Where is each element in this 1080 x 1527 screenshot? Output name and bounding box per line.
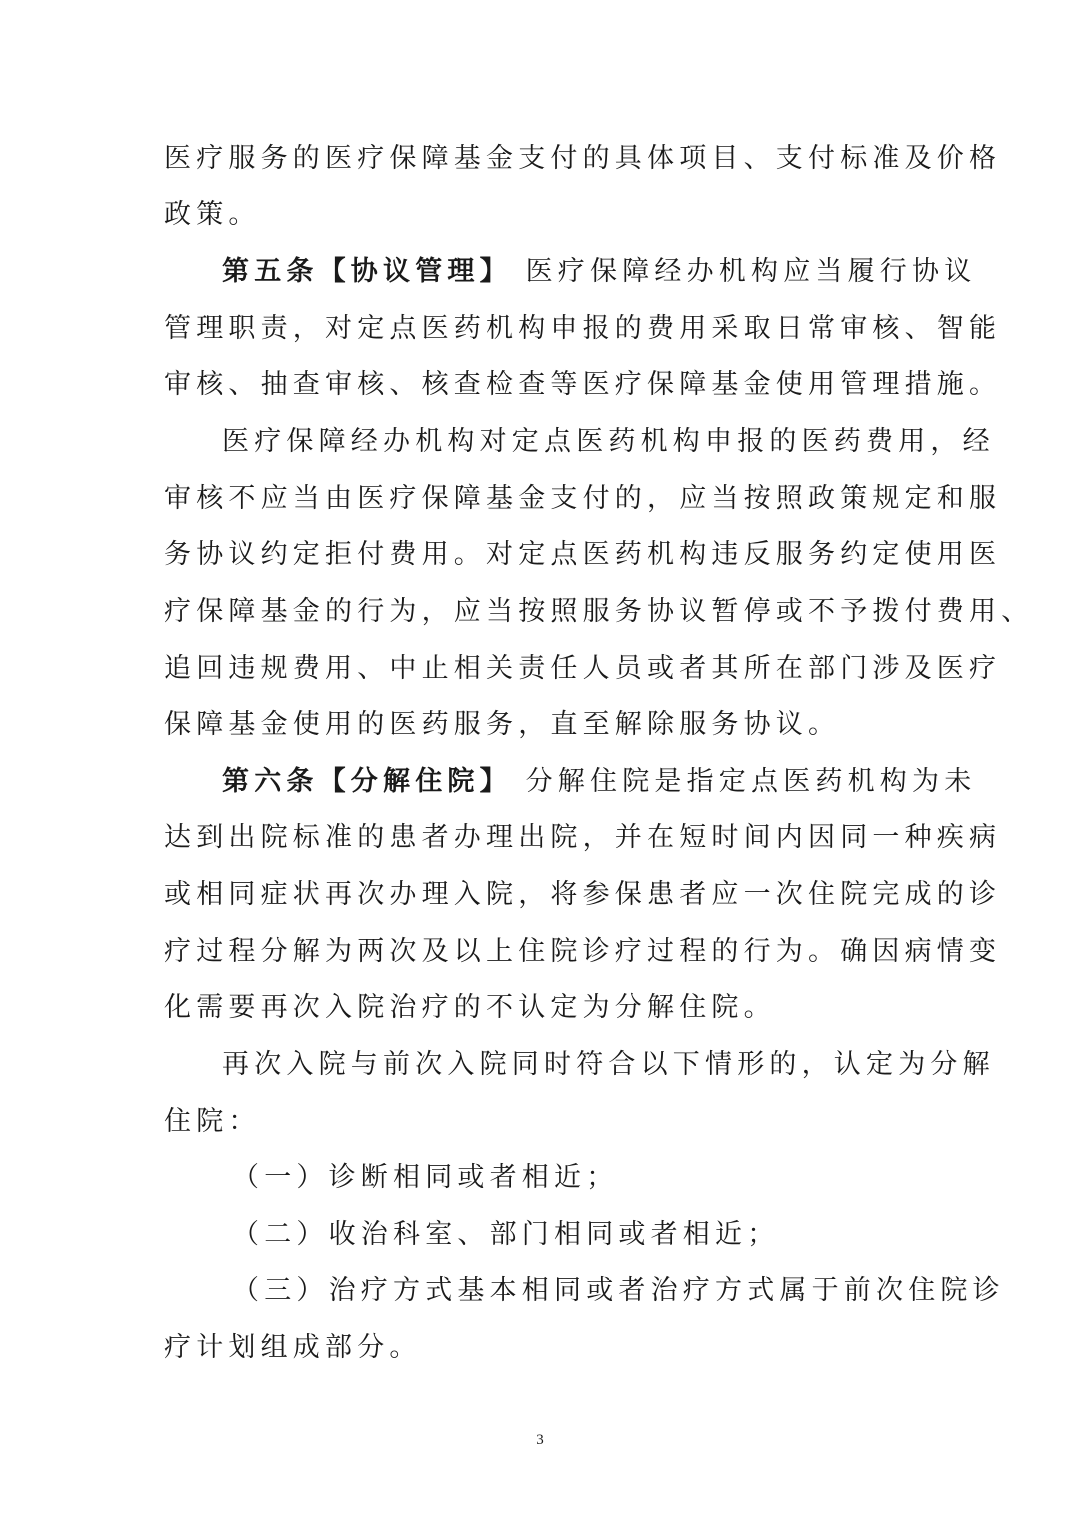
paragraph-line: 达到出院标准的患者办理出院，并在短时间内因同一种疾病: [164, 822, 1002, 853]
paragraph-line: 医疗保障经办机构对定点医药机构申报的医药费用，经: [222, 426, 995, 457]
paragraph-line: 管理职责，对定点医药机构申报的费用采取日常审核、智能: [164, 313, 1002, 344]
list-item: （二）收治科室、部门相同或者相近；: [232, 1219, 780, 1250]
paragraph-line: 疗过程分解为两次及以上住院诊疗过程的行为。确因病情变: [164, 936, 1002, 967]
article-6-heading: 第六条【分解住院】: [222, 766, 512, 797]
list-item: （三）治疗方式基本相同或者治疗方式属于前次住院诊: [232, 1275, 1005, 1306]
paragraph-line: 医疗服务的医疗保障基金支付的具体项目、支付标准及价格: [164, 143, 1002, 174]
article-6-first-line: [222, 762, 976, 802]
article-5-first-line: [222, 252, 976, 292]
list-item: （一）诊断相同或者相近；: [232, 1162, 619, 1193]
paragraph-line: 或相同症状再次办理入院，将参保患者应一次住院完成的诊: [164, 879, 1002, 910]
paragraph-line: 疗计划组成部分。: [164, 1332, 422, 1363]
article-6-text: 分解住院是指定点医药机构为未: [511, 766, 977, 797]
paragraph-line: 审核不应当由医疗保障基金支付的，应当按照政策规定和服: [164, 483, 1002, 514]
paragraph-line: 化需要再次入院治疗的不认定为分解住院。: [164, 992, 776, 1023]
paragraph-line: 住院：: [164, 1106, 261, 1137]
article-5-heading: 第五条【协议管理】: [222, 256, 512, 287]
paragraph-line: 审核、抽查审核、核查检查等医疗保障基金使用管理措施。: [164, 369, 1002, 400]
paragraph-line: 务协议约定拒付费用。对定点医药机构违反服务约定使用医: [164, 539, 1002, 570]
article-5-text: 医疗保障经办机构应当履行协议: [511, 256, 977, 287]
paragraph-line: 保障基金使用的医药服务，直至解除服务协议。: [164, 709, 841, 740]
paragraph-line: 追回违规费用、中止相关责任人员或者其所在部门涉及医疗: [164, 653, 1002, 684]
paragraph-line: 再次入院与前次入院同时符合以下情形的，认定为分解: [222, 1049, 995, 1080]
paragraph-line: 政策。: [164, 199, 261, 230]
page-number: 3: [536, 1432, 544, 1448]
paragraph-line: 疗保障基金的行为，应当按照服务协议暂停或不予拨付费用、: [164, 596, 1034, 627]
